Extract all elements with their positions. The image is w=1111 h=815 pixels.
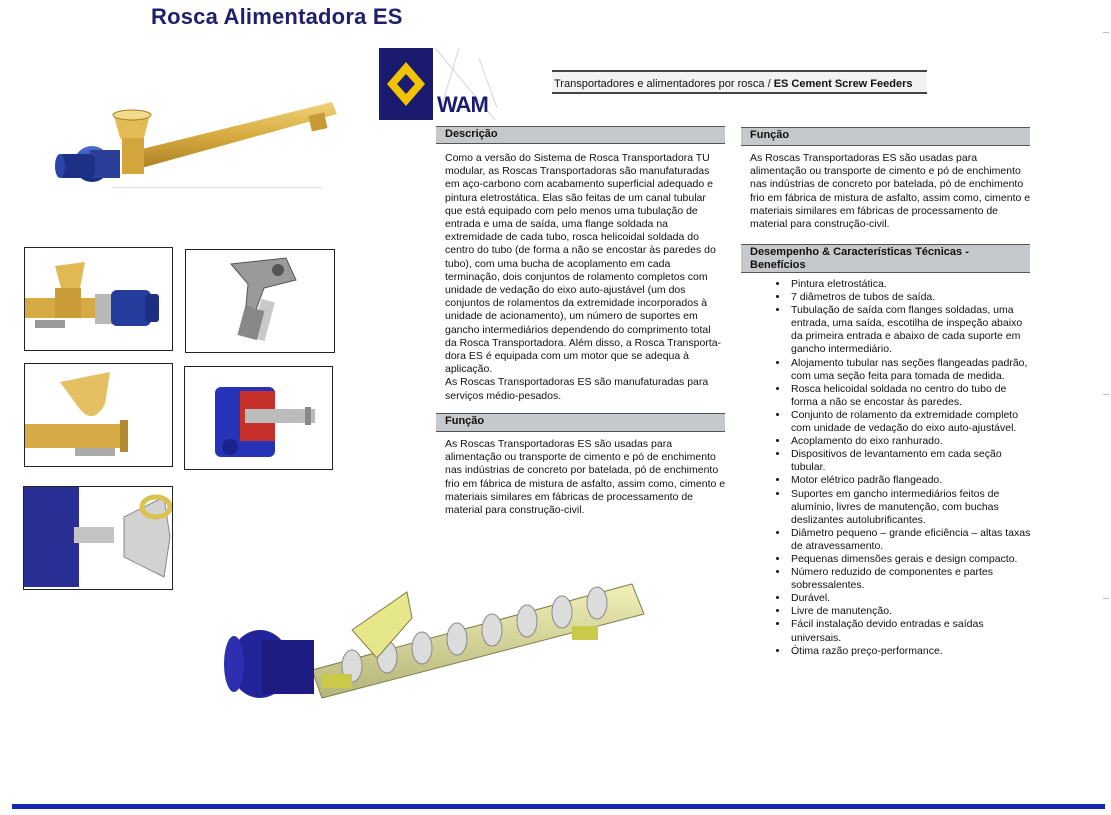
screw-feeder-main-image [52,92,342,204]
section-header-descricao: Descrição [436,126,725,144]
photo-thumbnail-inlet-flange [24,363,173,467]
wam-logo [379,48,497,120]
descricao-text [445,152,723,403]
benefit-item: • Pintura eletrostática. [789,278,1034,291]
section-header-desempenho [741,244,1030,273]
benefit-item: • Número reduzido de componentes e partes sobressalentes. [789,566,1034,592]
funcao-right-text: As Roscas Transportadoras ES são usadas para alimentação ou transporte de cimento e pó de enchimento nas indústrias de concreto por batelada, pó de enchimento frio em fábrica de mistura de asfalto, assim como, cimento e materiais similares em fábricas de processamento de material para construção-civil. [750,152,1031,231]
breadcrumb [552,70,927,94]
wam-logo-text: WAM [437,92,488,117]
photo-thumbnail-feeder-inlet [24,247,173,351]
benefit-item: • Motor elétrico padrão flangeado. [789,474,1034,487]
benefit-item: • Dispositivos de levantamento em cada seção tubular. [789,448,1034,474]
edge-divider [1103,394,1109,395]
edge-divider [1103,32,1109,33]
desempenho-heading-line2: Benefícios [750,259,806,271]
benefit-item: • Conjunto de rolamento da extremidade completo com unidade de vedação do eixo auto-ajustável. [789,409,1034,435]
breadcrumb-parent: Transportadores e alimentadores por rosca / [554,78,774,90]
funcao-left-text: As Roscas Transportadoras ES são usadas para alimentação ou transporte de cimento e pó de enchimento nas indústrias de concreto por batelada, pó de enchimento frio em fábrica de mistura de asfalto, assim como, cimento e materiais similares em fábricas de processamento de material para construção-civil. [445,438,726,517]
benefits-list [741,278,1034,658]
benefit-item: • Tubulação de saída com flanges soldadas, uma entrada, uma saída, escotilha de inspeção abaixo da primeira entrada e abaixo de cada suporte em gancho intermediário. [789,304,1034,356]
benefit-item: • Acoplamento do eixo ranhurado. [789,435,1034,448]
desempenho-heading-line1: Desempenho & Características Técnicas - [750,246,969,258]
benefit-item: • 7 diâmetros de tubos de saída. [789,291,1034,304]
photo-thumbnail-hanger-bearing [185,249,335,353]
benefit-item: • Diâmetro pequeno – grande eficiência – altas taxas de atravessamento. [789,527,1034,553]
footer-bar [12,804,1105,809]
section-header-funcao-right: Função [741,127,1030,146]
benefit-item: • Fácil instalação devido entradas e saídas universais. [789,618,1034,644]
section-header-funcao-left: Função [436,413,725,432]
screw-feeder-cutaway-image [222,570,654,708]
benefit-item: • Ótima razão preço-performance. [789,645,1034,658]
photo-thumbnail-coupling [23,486,173,590]
benefit-item: • Alojamento tubular nas seções flangeadas padrão, com uma seção feita para tomada de medida. [789,357,1034,383]
descricao-paragraph: Como a versão do Sistema de Rosca Transportadora TU modular, as Roscas Transportadoras são manufaturadas em aço-carbono com acabamento superficial adequado e pintura eletrostática. Elas são feitas de um canal tubular que está equipado com pelo menos uma tubulação de entrada e uma de saída, uma flange soldada na extremidade de cada tubo, rosca helicoidal soldada do centro do tubo (de forma a não se encostar às paredes do tubo), com uma bucha de acoplamento em cada terminação, dois conjuntos de rolamento completos com unidade de vedação do eixo auto-ajustável (um dos conjuntos de rolamentos da extremidade incorporados à unidade de acionamento), um número de suportes em gancho intermediários dependendo do comprimento total da Rosca Transportadora. Além disso, a Rosca Transporta-dora ES é equipada com um motor que se adequa à aplicação. [445,152,722,376]
benefit-item: • Durável. [789,592,1034,605]
benefit-item: • Pequenas dimensões gerais e design compacto. [789,553,1034,566]
benefit-item: • Suportes em gancho intermediários feitos de alumínio, livres de manutenção, com buchas deslizantes autolubrificantes. [789,488,1034,527]
descricao-paragraph: As Roscas Transportadoras ES são manufaturadas para serviços médio-pesados. [445,376,709,402]
edge-divider [1103,598,1109,599]
page-title: Rosca Alimentadora ES [151,4,403,29]
benefit-item: • Livre de manutenção. [789,605,1034,618]
breadcrumb-current: ES Cement Screw Feeders [773,78,913,90]
benefit-item: • Rosca helicoidal soldada no centro do tubo de forma a não se encostar às paredes. [789,383,1034,409]
photo-thumbnail-cutaway-gearbox [184,366,333,470]
